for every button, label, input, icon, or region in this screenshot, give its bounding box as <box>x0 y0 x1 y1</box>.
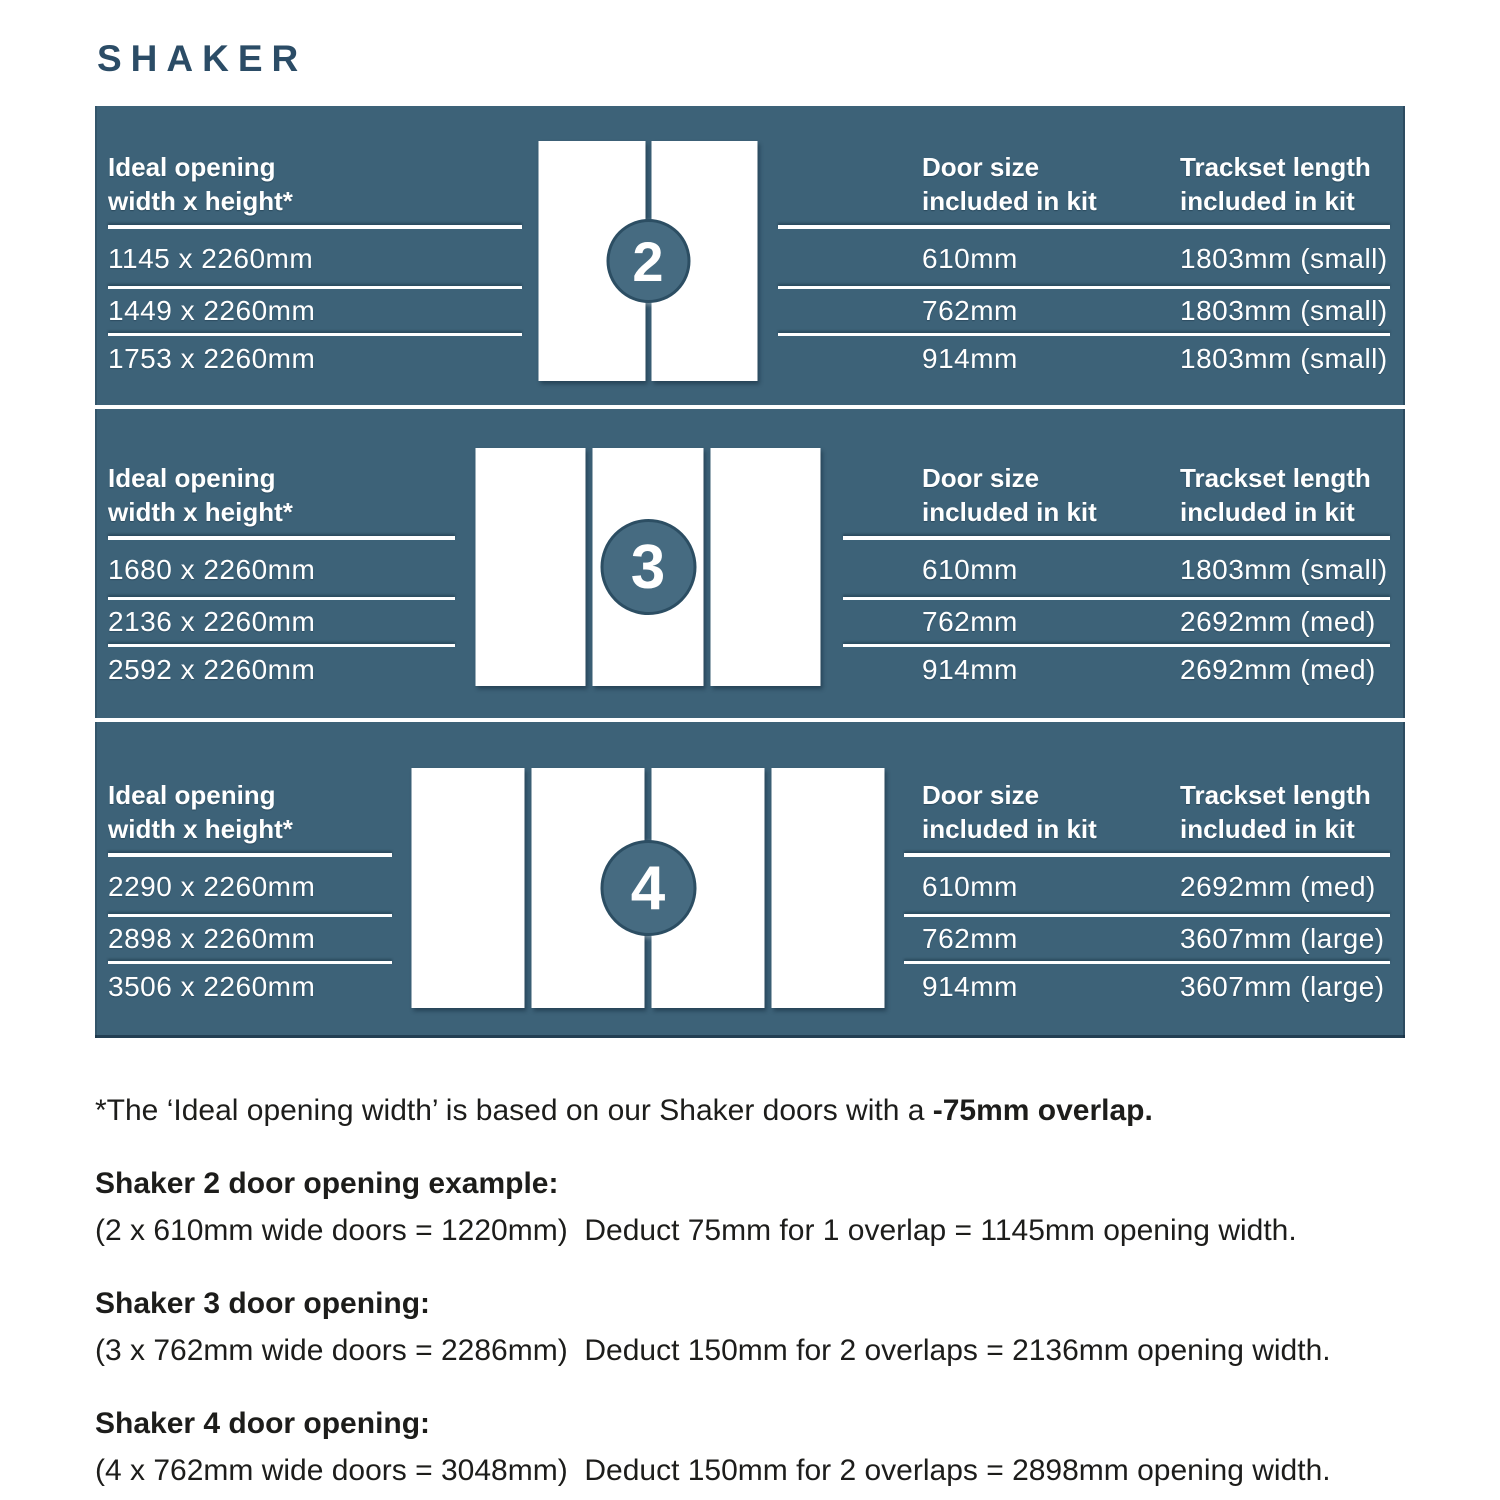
trackset-length-value: 2692mm (med) <box>1180 871 1376 902</box>
ideal-size-value: 1680 x 2260mm <box>108 554 316 585</box>
door-size-value: 914mm <box>922 971 1018 1002</box>
door-illustration-3-doors <box>476 448 821 686</box>
door-size-header <box>922 150 1097 218</box>
page-title: SHAKER <box>97 38 308 79</box>
divider-line <box>778 333 1390 336</box>
door-size-value: 914mm <box>922 343 1018 374</box>
example-body: (3 x 762mm wide doors = 2286mm) Deduct 150mm for 2 overlaps = 2136mm opening width. <box>95 1334 1331 1367</box>
divider-line <box>108 961 392 964</box>
door-size-value: 762mm <box>922 295 1018 326</box>
door-count-badge: 2 <box>606 219 690 303</box>
example-body: (4 x 762mm wide doors = 3048mm) Deduct 150mm for 2 overlaps = 2898mm opening width. <box>95 1454 1331 1487</box>
trackset-length-header <box>1180 461 1371 529</box>
door-size-value: 610mm <box>922 243 1018 274</box>
header-line: Door size <box>922 463 1040 493</box>
divider-line <box>108 536 455 540</box>
header-line: Door size <box>922 152 1040 182</box>
trackset-length-value: 2692mm (med) <box>1180 606 1376 637</box>
door-panel <box>476 448 586 686</box>
ideal-size-value: 1145 x 2260mm <box>108 243 314 274</box>
section-3-door <box>95 409 1405 722</box>
header-line: included in kit <box>922 497 1097 527</box>
door-size-value: 762mm <box>922 606 1018 637</box>
divider-line <box>904 853 1390 857</box>
trackset-length-value: 3607mm (large) <box>1180 971 1385 1002</box>
header-line: included in kit <box>1180 497 1355 527</box>
header-line: width x height* <box>108 814 293 844</box>
header-line: Ideal opening <box>108 152 276 182</box>
trackset-length-value: 1803mm (small) <box>1180 243 1388 274</box>
door-count-badge: 3 <box>600 519 696 615</box>
header-line: Ideal opening <box>108 463 276 493</box>
trackset-length-value: 3607mm (large) <box>1180 923 1385 954</box>
example-heading: Shaker 2 door opening example: <box>95 1167 559 1200</box>
header-line: included in kit <box>1180 814 1355 844</box>
header-line: included in kit <box>1180 186 1355 216</box>
footnote-text: *The ‘Ideal opening width’ is based on our Shaker doors with a <box>95 1094 933 1127</box>
door-size-header <box>922 461 1097 529</box>
ideal-size-value: 2136 x 2260mm <box>108 606 316 637</box>
example-body: (2 x 610mm wide doors = 1220mm) Deduct 75mm for 1 overlap = 1145mm opening width. <box>95 1214 1297 1247</box>
divider-line <box>108 333 522 336</box>
ideal-size-value: 1449 x 2260mm <box>108 295 316 326</box>
trackset-length-value: 1803mm (small) <box>1180 343 1388 374</box>
door-panel <box>772 768 885 1008</box>
header-line: Trackset length <box>1180 152 1371 182</box>
door-panel <box>412 768 525 1008</box>
example-heading: Shaker 3 door opening: <box>95 1287 431 1320</box>
ideal-opening-header <box>108 150 293 218</box>
footnote-bold-text: -75mm overlap. <box>932 1094 1153 1127</box>
door-size-header <box>922 778 1097 846</box>
trackset-length-header <box>1180 150 1371 218</box>
trackset-length-header <box>1180 778 1371 846</box>
ideal-size-value: 2290 x 2260mm <box>108 871 316 902</box>
door-illustration-2-doors <box>539 141 758 381</box>
header-line: width x height* <box>108 497 293 527</box>
door-size-value: 610mm <box>922 554 1018 585</box>
ideal-opening-header <box>108 778 293 846</box>
trackset-length-value: 1803mm (small) <box>1180 554 1388 585</box>
header-line: included in kit <box>922 186 1097 216</box>
divider-line <box>108 644 455 647</box>
ideal-opening-header <box>108 461 293 529</box>
divider-line <box>778 225 1390 229</box>
header-line: included in kit <box>922 814 1097 844</box>
door-panel <box>710 448 820 686</box>
door-size-value: 914mm <box>922 654 1018 685</box>
header-line: Trackset length <box>1180 780 1371 810</box>
divider-line <box>108 225 522 229</box>
divider-line <box>843 536 1390 540</box>
header-line: width x height* <box>108 186 293 216</box>
divider-line <box>843 644 1390 647</box>
section-2-door <box>95 106 1405 409</box>
door-illustration-4-doors <box>412 768 885 1008</box>
header-line: Trackset length <box>1180 463 1371 493</box>
ideal-size-value: 2592 x 2260mm <box>108 654 316 685</box>
ideal-size-value: 1753 x 2260mm <box>108 343 316 374</box>
trackset-length-value: 1803mm (small) <box>1180 295 1388 326</box>
header-line: Ideal opening <box>108 780 276 810</box>
example-heading: Shaker 4 door opening: <box>95 1407 431 1440</box>
divider-line <box>904 961 1390 964</box>
ideal-size-value: 3506 x 2260mm <box>108 971 316 1002</box>
section-4-door <box>95 722 1405 1038</box>
door-count-badge: 4 <box>600 840 696 936</box>
door-size-value: 762mm <box>922 923 1018 954</box>
ideal-size-value: 2898 x 2260mm <box>108 923 316 954</box>
divider-line <box>108 853 392 857</box>
header-line: Door size <box>922 780 1040 810</box>
door-size-value: 610mm <box>922 871 1018 902</box>
trackset-length-value: 2692mm (med) <box>1180 654 1376 685</box>
spec-panel <box>95 106 1405 1038</box>
example-3-door <box>95 1286 1440 1370</box>
example-2-door <box>95 1166 1440 1250</box>
overlap-footnote <box>95 1092 1440 1130</box>
example-4-door <box>95 1406 1440 1490</box>
